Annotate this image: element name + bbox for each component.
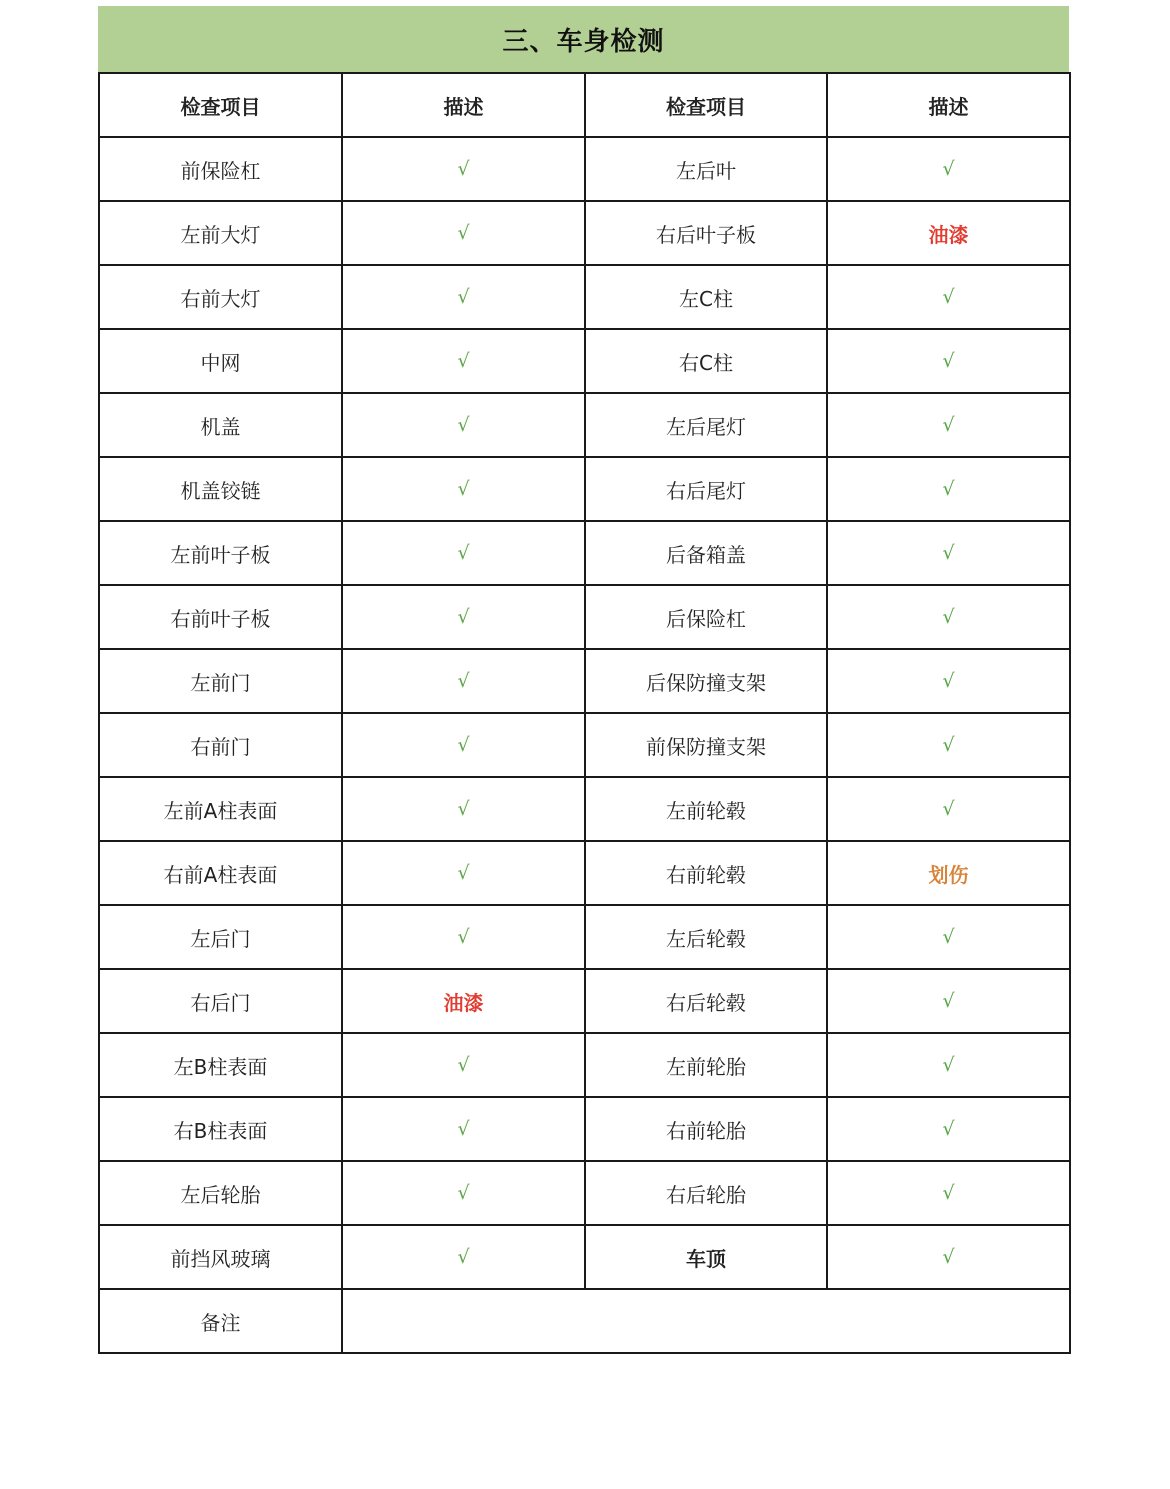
header-check-item: 检查项目 <box>99 73 342 137</box>
description-cell: √ <box>342 905 585 969</box>
table-row <box>99 137 1070 201</box>
description-cell: √ <box>342 649 585 713</box>
check-item-cell: 机盖铰链 <box>99 457 342 521</box>
description-cell: √ <box>342 1097 585 1161</box>
body-inspection-table <box>98 72 1071 1354</box>
description-cell: √ <box>342 457 585 521</box>
description-cell: √ <box>342 841 585 905</box>
description-cell: √ <box>342 1225 585 1289</box>
check-item-cell: 右后轮胎 <box>585 1161 827 1225</box>
check-item-cell: 前挡风玻璃 <box>99 1225 342 1289</box>
check-item-cell: 右后门 <box>99 969 342 1033</box>
description-cell: √ <box>342 521 585 585</box>
description-cell: √ <box>342 201 585 265</box>
header-row <box>99 73 1070 137</box>
description-cell: √ <box>827 329 1070 393</box>
check-item-cell: 左后门 <box>99 905 342 969</box>
description-cell: √ <box>827 1161 1070 1225</box>
check-item-cell: 右前轮毂 <box>585 841 827 905</box>
table-row <box>99 905 1070 969</box>
check-item-cell: 后保险杠 <box>585 585 827 649</box>
table-row <box>99 329 1070 393</box>
check-item-cell: 左前门 <box>99 649 342 713</box>
description-cell: √ <box>827 905 1070 969</box>
description-cell: √ <box>827 649 1070 713</box>
description-cell: √ <box>342 137 585 201</box>
header-description: 描述 <box>827 73 1070 137</box>
check-item-cell: 左前轮胎 <box>585 1033 827 1097</box>
check-item-cell: 右前门 <box>99 713 342 777</box>
table-row <box>99 265 1070 329</box>
check-item-cell: 右后尾灯 <box>585 457 827 521</box>
check-item-cell: 左前叶子板 <box>99 521 342 585</box>
check-item-cell: 后保防撞支架 <box>585 649 827 713</box>
check-item-cell: 右前A柱表面 <box>99 841 342 905</box>
table-row <box>99 713 1070 777</box>
check-item-cell: 前保险杠 <box>99 137 342 201</box>
description-cell: √ <box>342 329 585 393</box>
check-item-cell: 右B柱表面 <box>99 1097 342 1161</box>
table-row <box>99 1225 1070 1289</box>
check-item-cell: 左后轮胎 <box>99 1161 342 1225</box>
description-cell: √ <box>827 1225 1070 1289</box>
description-cell: √ <box>827 393 1070 457</box>
description-cell: √ <box>342 777 585 841</box>
check-item-cell: 机盖 <box>99 393 342 457</box>
check-item-cell: 中网 <box>99 329 342 393</box>
check-item-cell: 右前叶子板 <box>99 585 342 649</box>
description-cell: √ <box>827 1033 1070 1097</box>
description-cell: √ <box>827 265 1070 329</box>
table-row <box>99 521 1070 585</box>
description-cell: √ <box>827 521 1070 585</box>
inspection-sheet <box>98 6 1069 1354</box>
check-item-cell: 左后叶 <box>585 137 827 201</box>
description-cell: √ <box>342 265 585 329</box>
table-row <box>99 457 1070 521</box>
table-row <box>99 841 1070 905</box>
description-cell: √ <box>342 1161 585 1225</box>
description-cell: √ <box>827 585 1070 649</box>
section-title: 三、车身检测 <box>98 6 1069 72</box>
description-cell: √ <box>827 1097 1070 1161</box>
description-cell: √ <box>827 777 1070 841</box>
check-item-cell: 车顶 <box>585 1225 827 1289</box>
table-row <box>99 777 1070 841</box>
check-item-cell: 右后轮毂 <box>585 969 827 1033</box>
check-item-cell: 右前轮胎 <box>585 1097 827 1161</box>
check-item-cell: 前保防撞支架 <box>585 713 827 777</box>
header-check-item: 检查项目 <box>585 73 827 137</box>
remarks-label: 备注 <box>99 1289 342 1353</box>
check-item-cell: 左前大灯 <box>99 201 342 265</box>
remarks-row <box>99 1289 1070 1353</box>
header-description: 描述 <box>342 73 585 137</box>
check-item-cell: 左后尾灯 <box>585 393 827 457</box>
check-item-cell: 右后叶子板 <box>585 201 827 265</box>
description-cell: √ <box>827 969 1070 1033</box>
description-cell: √ <box>827 137 1070 201</box>
check-item-cell: 左后轮毂 <box>585 905 827 969</box>
description-cell: 划伤 <box>827 841 1070 905</box>
check-item-cell: 右前大灯 <box>99 265 342 329</box>
description-cell: 油漆 <box>827 201 1070 265</box>
check-item-cell: 左C柱 <box>585 265 827 329</box>
description-cell: √ <box>827 457 1070 521</box>
check-item-cell: 后备箱盖 <box>585 521 827 585</box>
description-cell: √ <box>827 713 1070 777</box>
check-item-cell: 左前A柱表面 <box>99 777 342 841</box>
table-row <box>99 393 1070 457</box>
description-cell: √ <box>342 393 585 457</box>
check-item-cell: 左前轮毂 <box>585 777 827 841</box>
description-cell: √ <box>342 713 585 777</box>
table-row <box>99 1097 1070 1161</box>
description-cell: √ <box>342 585 585 649</box>
check-item-cell: 左B柱表面 <box>99 1033 342 1097</box>
table-row <box>99 585 1070 649</box>
table-row <box>99 969 1070 1033</box>
description-cell: 油漆 <box>342 969 585 1033</box>
table-row <box>99 1033 1070 1097</box>
description-cell: √ <box>342 1033 585 1097</box>
table-row <box>99 201 1070 265</box>
remarks-value <box>342 1289 1070 1353</box>
check-item-cell: 右C柱 <box>585 329 827 393</box>
table-row <box>99 1161 1070 1225</box>
table-row <box>99 649 1070 713</box>
